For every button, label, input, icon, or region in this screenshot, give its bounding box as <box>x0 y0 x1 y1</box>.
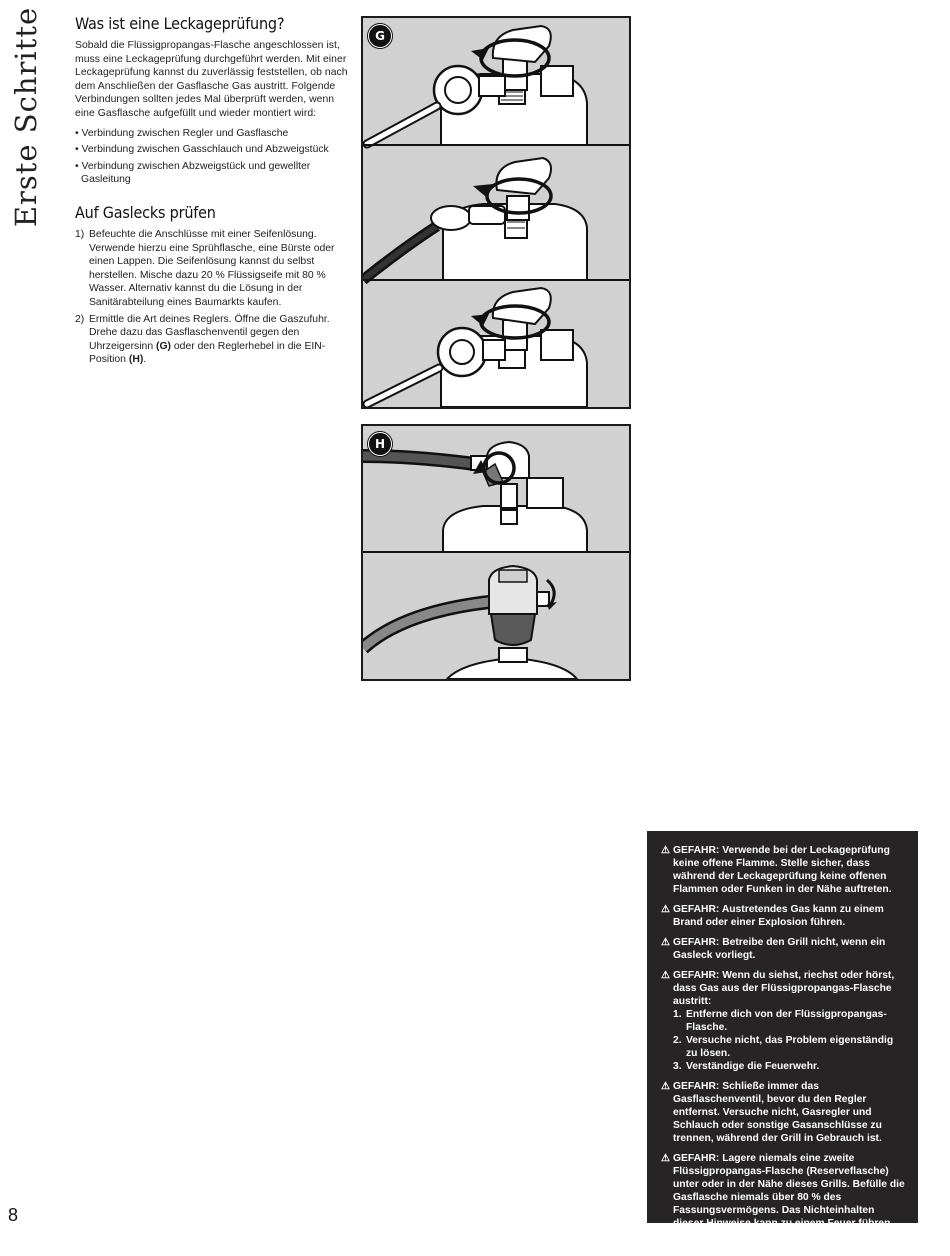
danger-warning-text: GEFAHR: Verwende bei der Leckageprüfung keine offene Flamme. Stelle sicher, dass während der Leckageprüfung keine offenen Flammen oder Funken in der Nähe auftreten. <box>673 845 892 895</box>
danger-warning <box>661 969 906 1073</box>
danger-step <box>673 1034 906 1060</box>
check-leaks-heading: Auf Gaslecks prüfen <box>75 202 216 222</box>
danger-step-number: 2. <box>673 1035 682 1046</box>
regulator-illustration-1 <box>363 442 587 552</box>
warning-triangle-icon: ⚠ <box>661 845 670 856</box>
danger-warning <box>661 903 906 929</box>
danger-step-text: Entferne dich von der Flüssigpropangas-Flasche. <box>686 1009 887 1033</box>
connection-list <box>75 127 349 187</box>
connection-item: • Verbindung zwischen Gasschlauch und Abzweigstück <box>75 144 329 156</box>
danger-warning-text: GEFAHR: Lagere niemals eine zweite Flüssigpropangas-Flasche (Reserveflasche) unter oder in der Nähe dieses Grills. Befülle die Gasflasche niemals über 80 % des Fassungsvermögens. Das Nichteinhalten dieser Hinweise kann zu einem Feuer führen und schwere oder tödliche Verletzungen verursachen. <box>673 1153 905 1255</box>
warning-triangle-icon: ⚠ <box>661 970 670 981</box>
step-number: 2) <box>75 313 85 325</box>
connection-item: • Verbindung zwischen Regler und Gasflasche <box>75 127 289 139</box>
danger-warning <box>661 936 906 962</box>
step-text: Ermittle die Art deines Reglers. Öffne die Gaszufuhr. Drehe dazu das Gasflaschenventil gegen den Uhrzeigersinn <box>89 313 330 352</box>
side-section-title <box>4 6 48 228</box>
valve-illustration-1 <box>367 26 587 145</box>
figure-h-illustration <box>363 426 629 679</box>
instructions-column <box>75 14 349 370</box>
danger-step-number: 3. <box>673 1061 682 1072</box>
danger-warning-text: GEFAHR: Betreibe den Grill nicht, wenn ein Gasleck vorliegt. <box>673 937 886 961</box>
step-number: 1) <box>75 228 85 240</box>
danger-step-text: Verständige die Feuerwehr. <box>686 1061 820 1072</box>
figure-h-badge: H <box>368 432 392 456</box>
figure-ref-h: (H) <box>128 354 144 366</box>
danger-warning-text: GEFAHR: Schließe immer das Gasflaschenventil, bevor du den Regler entfernst. Versuche nicht, Gasregler und Schlauch oder sonstige Gasanschlüsse zu trennen, während der Grill in Gebrauch ist. <box>673 1081 882 1144</box>
leak-test-heading: Was ist eine Leckageprüfung? <box>75 14 285 33</box>
step-text-cont: oder den Reglerhebel in die EIN-Position <box>89 340 326 366</box>
danger-warning-text: GEFAHR: Wenn du siehst, riechst oder hörst, dass Gas aus der Flüssigpropangas-Flasche austritt: <box>673 970 895 1007</box>
warning-triangle-icon: ⚠ <box>661 937 670 948</box>
warning-triangle-icon: ⚠ <box>661 1081 670 1092</box>
warning-triangle-icon: ⚠ <box>661 904 670 915</box>
danger-step-text: Versuche nicht, das Problem eigenständig zu lösen. <box>686 1035 894 1059</box>
warning-triangle-icon: ⚠ <box>661 1153 670 1164</box>
figure-h <box>361 424 631 681</box>
figure-g-illustration <box>363 18 629 407</box>
connection-item: • Verbindung zwischen Abzweigstück und gewellter Gasleitung <box>75 160 311 186</box>
danger-warning <box>661 844 906 896</box>
page-number: 8 <box>8 1205 19 1225</box>
regulator-illustration-2 <box>363 566 577 679</box>
side-section-title-text: Erste Schritte <box>9 6 43 228</box>
figure-g-badge: G <box>368 24 392 48</box>
step-item <box>75 228 349 310</box>
valve-illustration-3 <box>367 288 587 407</box>
leak-test-intro: Sobald die Flüssigpropangas-Flasche angeschlossen ist, muss eine Leckageprüfung durchgeführt werden. Mit einer Leckageprüfung kannst du zuverlässig feststellen, ob nach dem Anschließen der Gasflasche Gas austritt. Folgende Verbindungen sollten jedes Mal überprüft werden, wenn eine Gasflasche aufgefüllt und wieder montiert wird: <box>75 40 348 119</box>
step-text: Befeuchte die Anschlüsse mit einer Seifenlösung. Verwende hierzu eine Sprühflasche, eine Bürste oder einen Lappen. Die Seifenlösung kannst du selbst herstellen. Mische dazu 20 % Flüssigseife mit 80 % Wasser. Alternativ kannst du die Lösung in der Sanitärabteilung eines Baumarkts kaufen. <box>89 228 335 308</box>
danger-step <box>673 1060 906 1073</box>
figure-ref-g: (G) <box>156 340 172 352</box>
figure-g <box>361 16 631 409</box>
danger-warning-text: GEFAHR: Austretendes Gas kann zu einem Brand oder einer Explosion führen. <box>673 904 884 928</box>
step-text-end: . <box>143 354 147 366</box>
danger-warning <box>661 1080 906 1145</box>
check-steps-list <box>75 228 349 367</box>
step-item <box>75 313 349 367</box>
danger-step-number: 1. <box>673 1009 682 1020</box>
danger-step <box>673 1008 906 1034</box>
danger-steps-list <box>673 1008 906 1073</box>
valve-illustration-2 <box>363 158 587 280</box>
danger-warning-box <box>647 831 918 1255</box>
danger-warning <box>661 1152 906 1256</box>
